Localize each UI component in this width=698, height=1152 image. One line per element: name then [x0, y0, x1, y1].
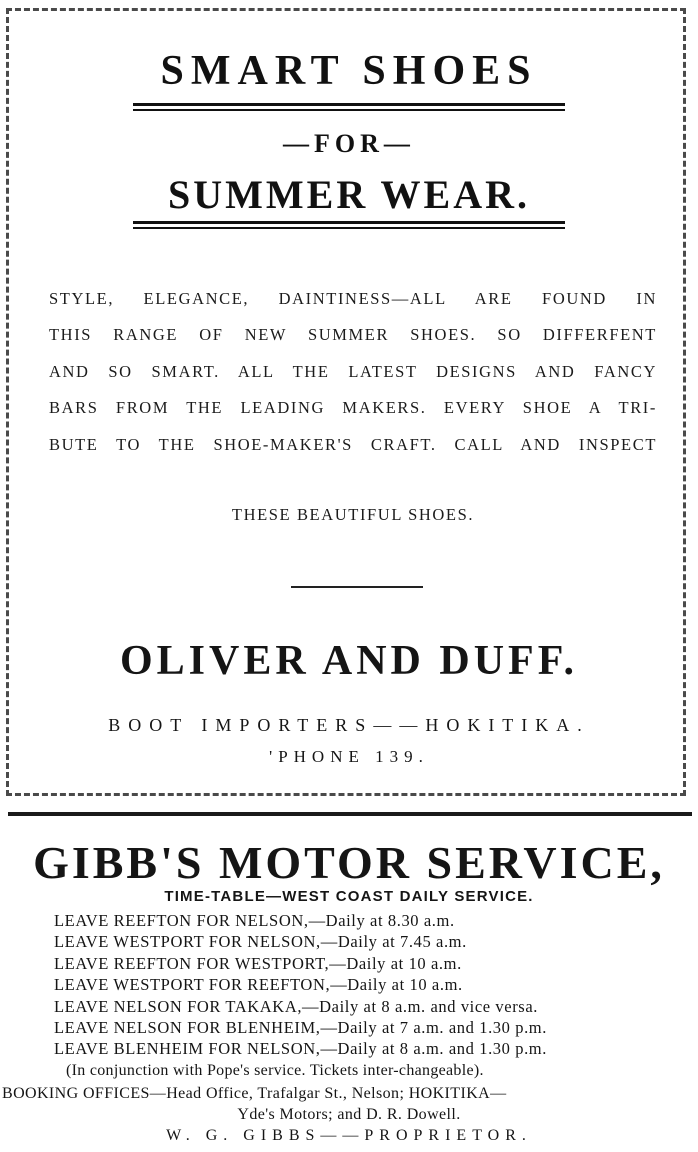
- shoe-advertisement: [6, 8, 686, 796]
- timetable-row: LEAVE REEFTON FOR WESTPORT,—Daily at 10 a.m.: [54, 953, 462, 973]
- timetable-row: LEAVE NELSON FOR BLENHEIM,—Daily at 7 a.m. and 1.30 p.m.: [54, 1018, 547, 1038]
- proprietor-line: W. G. GIBBS——PROPRIETOR.: [166, 1127, 532, 1144]
- timetable-row: LEAVE REEFTON FOR NELSON,—Daily at 8.30 a.m.: [54, 911, 455, 930]
- subhead-rule: [133, 221, 565, 229]
- booking-offices: BOOKING OFFICES—Head Office, Trafalgar St., Nelson; HOKITIKA—: [2, 1085, 507, 1102]
- timetable-list: [54, 910, 694, 1060]
- ad-headline: SMART SHOES: [160, 48, 538, 94]
- headline-rule: [133, 103, 565, 111]
- timetable-subtitle: TIME-TABLE—WEST COAST DAILY SERVICE.: [164, 888, 534, 905]
- service-note: (In conjunction with Pope's service. Tickets inter-changeable).: [66, 1062, 484, 1079]
- timetable-row: LEAVE WESTPORT FOR NELSON,—Daily at 7.45 a.m.: [54, 932, 467, 952]
- timetable-row: LEAVE BLENHEIM FOR NELSON,—Daily at 8 a.m. and 1.30 p.m.: [54, 1039, 547, 1059]
- separator-rule: [291, 586, 423, 588]
- body-line: AND SO SMART. ALL THE LATEST DESIGNS AND FANCY: [49, 361, 657, 381]
- ad-for-line: —FOR—: [283, 129, 415, 158]
- booking-offices-cont: Yde's Motors; and D. R. Dowell.: [237, 1106, 461, 1123]
- firm-importers: BOOT IMPORTERS——HOKITIKA.: [108, 715, 590, 735]
- firm-name: OLIVER AND DUFF.: [120, 638, 578, 684]
- body-line: STYLE, ELEGANCE, DAINTINESS—ALL ARE FOUND IN: [49, 289, 657, 308]
- body-line: BARS FROM THE LEADING MAKERS. EVERY SHOE A TRI-: [49, 398, 657, 418]
- timetable-row: LEAVE WESTPORT FOR REEFTON,—Daily at 10 a.m.: [54, 975, 463, 995]
- body-line: BUTE TO THE SHOE-MAKER'S CRAFT. CALL AND INSPECT: [49, 434, 657, 454]
- body-last-line: THESE BEAUTIFUL SHOES.: [231, 505, 475, 524]
- body-line: THIS RANGE OF NEW SUMMER SHOES. SO DIFFERFENT: [49, 325, 657, 345]
- ad-divider: [8, 812, 692, 816]
- firm-phone: 'PHONE 139.: [269, 747, 429, 766]
- timetable-row: LEAVE NELSON FOR TAKAKA,—Daily at 8 a.m. and vice versa.: [54, 996, 538, 1016]
- ad-body: [49, 281, 657, 463]
- ad-subhead: SUMMER WEAR.: [168, 172, 530, 217]
- motor-service-title: GIBB'S MOTOR SERVICE,: [33, 837, 665, 888]
